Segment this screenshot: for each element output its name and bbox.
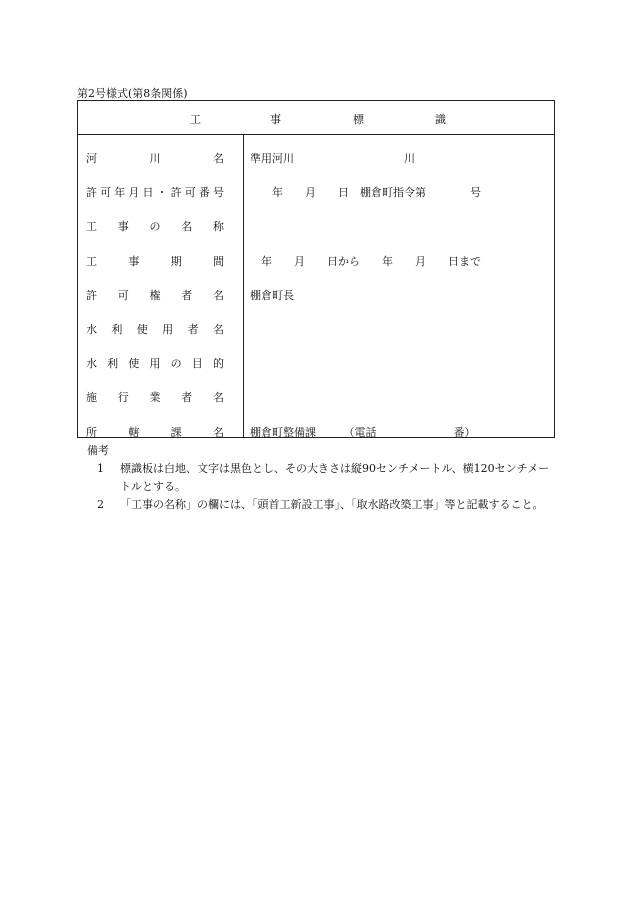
row-label [86, 253, 224, 269]
label-char: の [149, 220, 161, 234]
label-char: 行 [117, 391, 129, 405]
label-char: 許 [86, 186, 97, 200]
label-char: 用 [149, 357, 161, 371]
label-char: 河 [86, 152, 97, 165]
title-char: 工 [190, 113, 201, 126]
label-char: 事 [128, 254, 140, 268]
form-row [78, 171, 554, 205]
note-number: 2 [97, 498, 104, 511]
row-label [86, 287, 224, 303]
label-char: 轄 [128, 425, 140, 439]
label-char: 所 [86, 425, 97, 439]
label-char: ・ [156, 186, 168, 200]
label-char: 川 [149, 152, 161, 165]
label-char: 名 [181, 220, 193, 234]
label-char: 者 [187, 323, 199, 336]
label-char: 期 [170, 254, 182, 268]
note-item [87, 496, 557, 514]
label-char: 年 [114, 186, 126, 200]
label-char: 工 [86, 254, 97, 268]
form-row [78, 274, 554, 308]
label-char: 業 [149, 391, 161, 405]
label-char: 水 [86, 357, 97, 371]
label-char: 利 [111, 323, 123, 336]
label-char: 可 [117, 288, 129, 302]
note-text: 標識板は白地、文字は黒色とし、その大きさは縦90センチメートル、横120センチメートルとする。 [120, 462, 550, 493]
row-value: 準用河川 川 [250, 152, 415, 165]
form-row [78, 376, 554, 410]
label-char: 名 [213, 288, 224, 302]
label-char: 名 [213, 391, 224, 405]
label-char: 日 [142, 186, 154, 200]
label-char: 水 [86, 323, 97, 336]
row-label [86, 150, 224, 166]
label-char: 可 [184, 186, 196, 200]
label-char: 称 [213, 220, 224, 234]
title-row [78, 101, 554, 135]
label-char: 許 [86, 288, 97, 302]
title-char: 事 [270, 113, 281, 126]
row-value: 棚倉町長 [250, 288, 294, 302]
note-number: 1 [97, 462, 104, 475]
label-char: 使 [136, 323, 148, 336]
label-char: 名 [212, 425, 224, 439]
label-char: 権 [149, 288, 161, 302]
label-char: 目 [191, 357, 203, 371]
notes [87, 442, 557, 514]
sign-form-table [77, 100, 555, 438]
form-row [78, 205, 554, 239]
label-char: 月 [128, 186, 140, 200]
row-value: 年 月 日から 年 月 日まで [250, 254, 481, 268]
label-char: 番 [198, 186, 210, 200]
note-text: 「工事の名称」の欄には、「頭首工新設工事」、「取水路改築工事」等と記載すること。 [120, 498, 544, 511]
form-row [78, 342, 554, 376]
form-row [78, 308, 554, 342]
label-char: 使 [128, 357, 140, 371]
title-char: 識 [435, 113, 446, 126]
title-char: 標 [353, 113, 364, 126]
label-char: 号 [212, 186, 224, 200]
label-char: 工 [86, 220, 97, 234]
row-label [86, 389, 224, 405]
label-char: 課 [170, 425, 182, 439]
row-label [86, 321, 224, 337]
row-value: 棚倉町整備課 （電話 番） [250, 425, 476, 439]
notes-heading: 備考 [87, 444, 109, 457]
label-char: 可 [100, 186, 112, 200]
label-char: 者 [181, 391, 193, 405]
row-label [86, 424, 224, 440]
label-char: 名 [212, 323, 224, 336]
row-value: 年 月 日 棚倉町指令第 号 [250, 186, 481, 200]
row-label [86, 184, 224, 200]
label-char: 用 [162, 323, 174, 336]
form-row [78, 137, 554, 171]
label-char: 的 [212, 357, 224, 371]
form-number: 第2号様式(第8条関係) [77, 87, 188, 100]
label-char: 者 [181, 288, 193, 302]
label-char: 間 [212, 254, 224, 268]
label-char: の [170, 357, 182, 371]
row-label [86, 355, 224, 371]
label-char: 事 [117, 220, 129, 234]
form-row [78, 240, 554, 274]
form-row [78, 411, 554, 445]
label-char: 施 [86, 391, 97, 405]
note-item [87, 460, 557, 496]
label-char: 許 [170, 186, 182, 200]
label-char: 名 [213, 152, 224, 165]
label-char: 利 [107, 357, 119, 371]
row-label [86, 218, 224, 234]
